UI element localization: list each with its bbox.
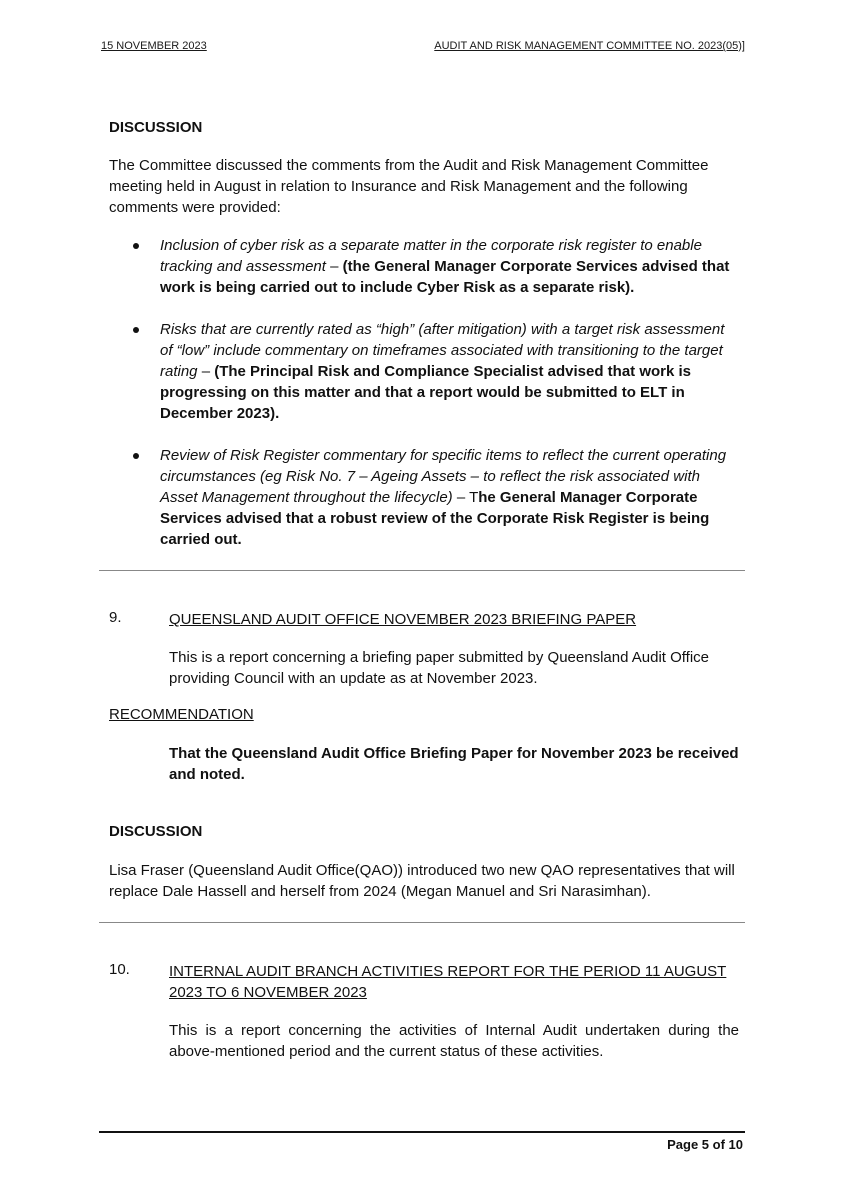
page-number: Page 5 of 10 bbox=[667, 1137, 743, 1152]
bullet-separator: – bbox=[325, 258, 343, 275]
item-9-body: This is a report concerning a briefing paper submitted by Queensland Audit Office providing Council with an update as at November 2023. bbox=[169, 649, 710, 687]
item-10-title: INTERNAL AUDIT BRANCH ACTIVITIES REPORT FOR THE PERIOD 11 AUGUST 2023 TO 6 NOVEMBER 2023 bbox=[169, 963, 727, 1001]
recommendation-label: RECOMMENDATION bbox=[109, 706, 254, 723]
bullet-bold-text: he General Manager Corporate Services advised that a robust review of the Corporate Risk Register is being carried out. bbox=[160, 489, 710, 548]
list-item bbox=[109, 235, 739, 298]
header-committee: AUDIT AND RISK MANAGEMENT COMMITTEE NO. 2023(05)] bbox=[434, 40, 745, 52]
footer-divider bbox=[99, 1131, 745, 1133]
item-9-number: 9. bbox=[109, 609, 122, 626]
discussion-heading: DISCUSSION bbox=[109, 119, 203, 136]
bullet-separator: – T bbox=[452, 489, 479, 506]
discussion-intro: The Committee discussed the comments from the Audit and Risk Management Committee meeting held in August in relation to Insurance and Risk Management and the following comments were provided: bbox=[109, 157, 709, 216]
bullet-italic-text: Inclusion of cyber risk as a separate matter in the corporate risk register to enable tracking and assessment bbox=[160, 237, 702, 275]
item-10-number: 10. bbox=[109, 961, 130, 978]
item-9-discussion-text: Lisa Fraser (Queensland Audit Office(QAO)) introduced two new QAO representatives that will replace Dale Hassell and herself from 2024 (Megan Manuel and Sri Narasimhan). bbox=[109, 862, 735, 900]
bullet-italic-text: Review of Risk Register commentary for specific items to reflect the current operating circumstances (eg Risk No. 7 – Ageing Assets – to reflect the risk associated with Asset Management throughout the lifecycle) bbox=[160, 447, 727, 506]
bullet-bold-text: (The Principal Risk and Compliance Specialist advised that work is progressing on this matter and that a report would be submitted to ELT in December 2023). bbox=[160, 363, 692, 422]
list-item bbox=[109, 445, 739, 550]
item-10-body: This is a report concerning the activities of Internal Audit undertaken during the above-mentioned period and the current status of these activities. bbox=[169, 1022, 739, 1060]
list-item bbox=[109, 319, 739, 424]
bullet-icon bbox=[133, 453, 139, 459]
bullet-icon bbox=[133, 243, 139, 249]
section-divider bbox=[99, 570, 745, 571]
bullet-italic-text: Risks that are currently rated as “high” (after mitigation) with a target risk assessment of “low” include commentary on timeframes associated with transitioning to the target rating bbox=[160, 321, 725, 380]
item-9-discussion-heading: DISCUSSION bbox=[109, 823, 203, 840]
bullet-bold-text: (the General Manager Corporate Services advised that work is being carried out to include Cyber Risk as a separate risk). bbox=[160, 258, 730, 296]
header-date: 15 NOVEMBER 2023 bbox=[101, 40, 207, 52]
item-9-title: QUEENSLAND AUDIT OFFICE NOVEMBER 2023 BRIEFING PAPER bbox=[169, 611, 637, 628]
recommendation-text: That the Queensland Audit Office Briefing Paper for November 2023 be received and noted. bbox=[169, 745, 739, 783]
section-divider bbox=[99, 922, 745, 923]
bullet-icon bbox=[133, 327, 139, 333]
discussion-bullet-list bbox=[109, 235, 739, 571]
bullet-separator: – bbox=[197, 363, 215, 380]
